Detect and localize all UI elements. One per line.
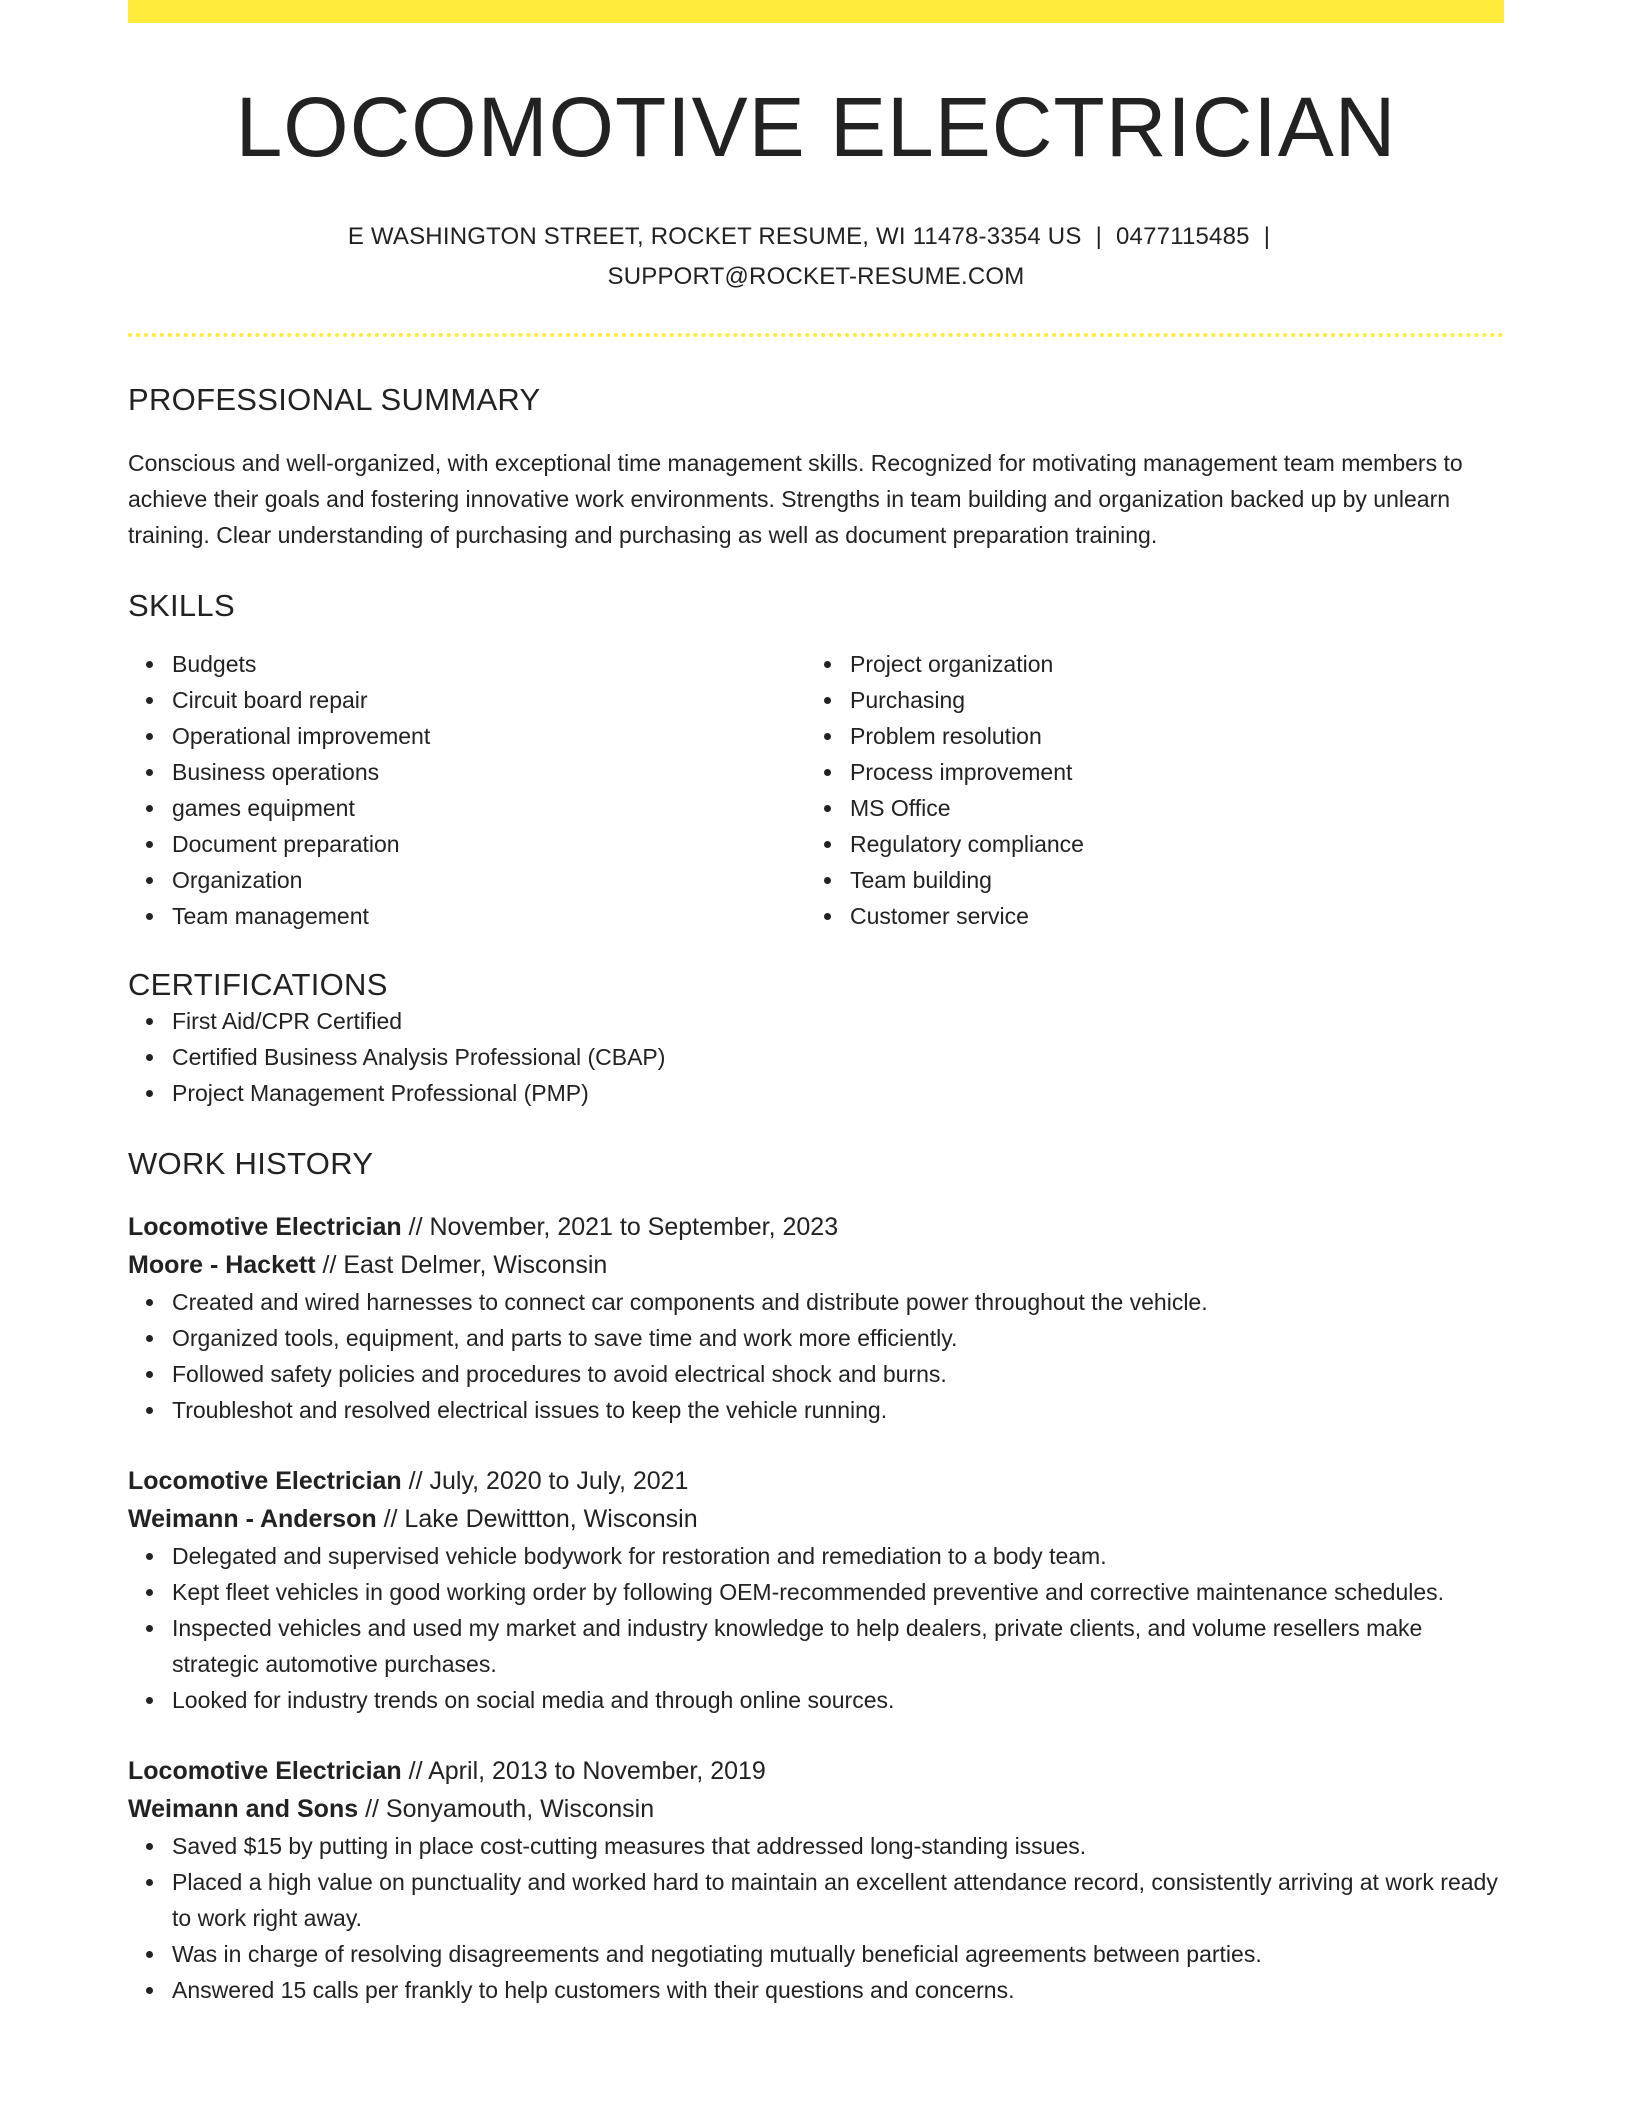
skills-left-column	[128, 646, 806, 934]
contact-phone: 0477115485	[1116, 223, 1250, 251]
job-duty-item: Organized tools, equipment, and parts to save time and work more efficiently.	[172, 1320, 1504, 1356]
job-duty-item: Followed safety policies and procedures to avoid electrical shock and burns.	[172, 1356, 1504, 1392]
skill-item: Team management	[172, 898, 806, 934]
job-duties-list	[128, 1284, 1504, 1428]
skills-grid	[128, 646, 1504, 934]
job-duty-item: Inspected vehicles and used my market and industry knowledge to help dealers, private clients, and volume resellers make strategic automotive purchases.	[172, 1610, 1504, 1682]
job-location: // Lake Dewittton, Wisconsin	[376, 1505, 698, 1534]
skill-item: Organization	[172, 862, 806, 898]
header-divider	[128, 333, 1504, 337]
certifications-list	[128, 1003, 1504, 1111]
contact-address: E WASHINGTON STREET, ROCKET RESUME, WI 11478-3354 US	[347, 223, 1082, 251]
job-company-line	[128, 1500, 1504, 1538]
skill-item: Budgets	[172, 646, 806, 682]
job-role: Locomotive Electrician	[128, 1757, 402, 1786]
job-duties-list	[128, 1828, 1504, 2008]
skill-item: Customer service	[850, 898, 1484, 934]
summary-text: Conscious and well-organized, with exceptional time management skills. Recognized for motivating management team members to achieve their goals and fostering innovative work environments. Strengths in team building and organization backed up by unlearn training. Clear understanding of purchasing and purchasing as well as document preparation training.	[128, 449, 1463, 548]
certification-item: First Aid/CPR Certified	[172, 1003, 1504, 1039]
resume-page	[128, 0, 1504, 2008]
job-duties-list	[128, 1538, 1504, 1718]
job-duty-item: Placed a high value on punctuality and worked hard to maintain an excellent attendance record, consistently arriving at work ready to work right away.	[172, 1864, 1504, 1936]
job-duty-item: Looked for industry trends on social media and through online sources.	[172, 1682, 1504, 1718]
skill-item: Regulatory compliance	[850, 826, 1484, 862]
skill-item: Document preparation	[172, 826, 806, 862]
job-duty-item: Answered 15 calls per frankly to help customers with their questions and concerns.	[172, 1972, 1504, 2008]
skill-item: Project organization	[850, 646, 1484, 682]
skill-item: MS Office	[850, 790, 1484, 826]
job-dates: // July, 2020 to July, 2021	[401, 1467, 689, 1496]
contact-separator: |	[1263, 223, 1271, 251]
job-location: // East Delmer, Wisconsin	[315, 1251, 608, 1280]
job-duty-item: Troubleshot and resolved electrical issues to keep the vehicle running.	[172, 1392, 1504, 1428]
certification-item: Project Management Professional (PMP)	[172, 1075, 1504, 1111]
skill-item: Business operations	[172, 754, 806, 790]
work-history-heading: WORK HISTORY	[128, 1145, 374, 1181]
resume-name: LOCOMOTIVE ELECTRICIAN	[235, 80, 1397, 174]
certifications-heading: CERTIFICATIONS	[128, 966, 388, 1002]
skill-item: Circuit board repair	[172, 682, 806, 718]
job-title-line	[128, 1208, 1504, 1246]
job-entry	[128, 1752, 1504, 2008]
job-company: Moore - Hackett	[128, 1251, 316, 1280]
skill-item: Problem resolution	[850, 718, 1484, 754]
skill-item: Process improvement	[850, 754, 1484, 790]
job-duty-item: Kept fleet vehicles in good working order by following OEM-recommended preventive and corrective maintenance schedules.	[172, 1574, 1504, 1610]
job-role: Locomotive Electrician	[128, 1467, 402, 1496]
job-duty-item: Created and wired harnesses to connect car components and distribute power throughout the vehicle.	[172, 1284, 1504, 1320]
skills-heading: SKILLS	[128, 587, 235, 623]
contact-info	[316, 217, 1316, 297]
skill-item: games equipment	[172, 790, 806, 826]
certification-item: Certified Business Analysis Professional (CBAP)	[172, 1039, 1504, 1075]
skill-item: Team building	[850, 862, 1484, 898]
job-entry	[128, 1208, 1504, 1428]
summary-heading: PROFESSIONAL SUMMARY	[128, 382, 541, 418]
job-duty-item: Was in charge of resolving disagreements and negotiating mutually beneficial agreements between parties.	[172, 1936, 1504, 1972]
job-role: Locomotive Electrician	[128, 1213, 402, 1242]
contact-separator: |	[1095, 223, 1102, 251]
job-dates: // April, 2013 to November, 2019	[401, 1757, 766, 1786]
job-dates: // November, 2021 to September, 2023	[401, 1213, 839, 1242]
job-entry	[128, 1462, 1504, 1718]
job-duty-item: Delegated and supervised vehicle bodywork for restoration and remediation to a body team.	[172, 1538, 1504, 1574]
skills-right-column	[806, 646, 1484, 934]
job-title-line	[128, 1752, 1504, 1790]
job-company: Weimann - Anderson	[128, 1505, 377, 1534]
accent-top-bar	[128, 0, 1504, 23]
contact-email: SUPPORT@ROCKET-RESUME.COM	[607, 263, 1025, 291]
skill-item: Operational improvement	[172, 718, 806, 754]
job-company-line	[128, 1790, 1504, 1828]
job-duty-item: Saved $15 by putting in place cost-cutting measures that addressed long-standing issues.	[172, 1828, 1504, 1864]
job-company-line	[128, 1246, 1504, 1284]
job-title-line	[128, 1462, 1504, 1500]
job-company: Weimann and Sons	[128, 1795, 359, 1824]
skill-item: Purchasing	[850, 682, 1484, 718]
job-location: // Sonyamouth, Wisconsin	[358, 1795, 655, 1824]
